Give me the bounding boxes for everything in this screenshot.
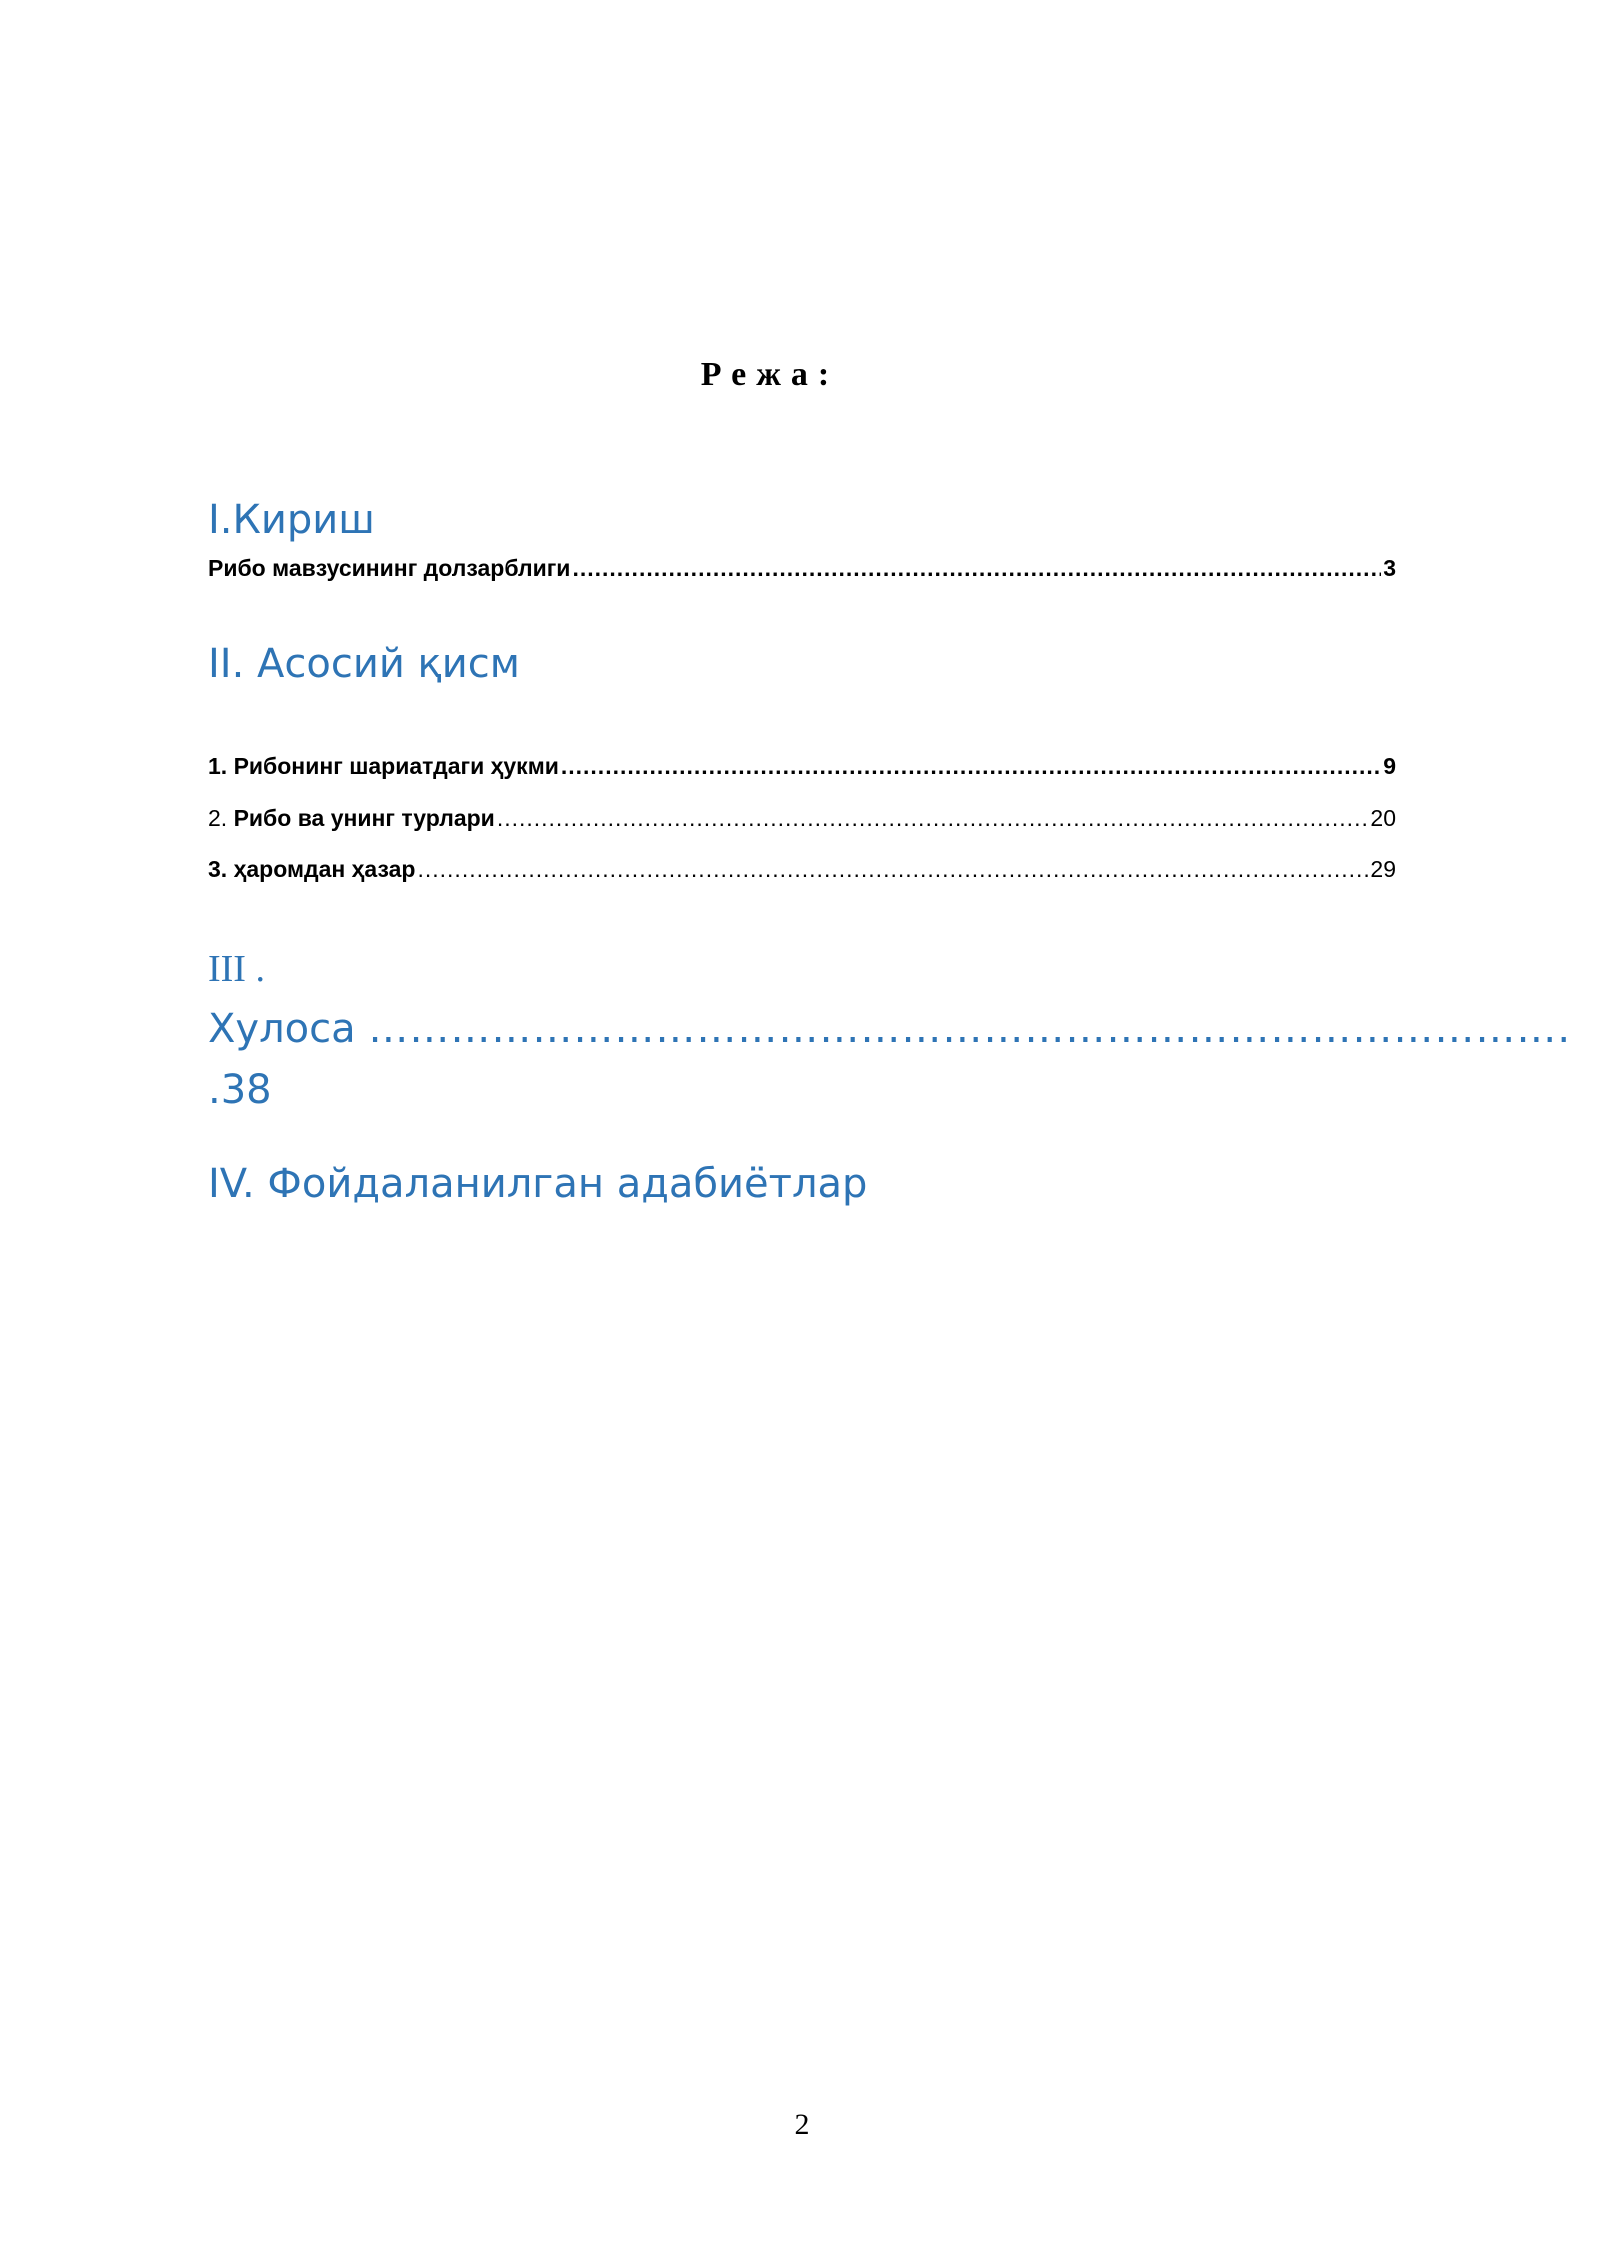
toc-entry-text: 3. ҳаромдан ҳазар [208, 856, 416, 882]
toc-entry-page: 3 [1383, 555, 1396, 581]
toc-entry-title: Рибо ва унинг турлари [233, 805, 495, 831]
toc-entry-text [208, 802, 495, 834]
conclusion-page: .38 [208, 1067, 272, 1113]
section-heading-references: IV. Фойдаланилган адабиётлар [208, 1161, 868, 1207]
section-heading-intro: I.Кириш [208, 497, 375, 543]
conclusion-dot-leader: ……………………………………………………………………………. [368, 1006, 1572, 1052]
conclusion-title: Хулоса [208, 1006, 356, 1052]
toc-dot-leader [497, 802, 1369, 834]
toc-entry[interactable] [208, 750, 1396, 782]
section-heading-main: II. Асосий қисм [208, 641, 520, 687]
toc-entry-page: 20 [1370, 805, 1396, 831]
toc-entry-page: 29 [1370, 856, 1396, 882]
section-numeral-conclusion: III . [208, 948, 265, 990]
toc-entry[interactable] [208, 802, 1396, 834]
document-title: Режа: [700, 356, 840, 393]
toc-entry-page: 9 [1383, 753, 1396, 779]
toc-dot-leader [572, 552, 1381, 584]
toc-dot-leader [417, 853, 1368, 885]
toc-entry-number: 2. [208, 805, 228, 831]
toc-entry-text: 1. Рибонинг шариатдаги ҳукми [208, 753, 559, 779]
section-heading-conclusion [208, 1005, 1572, 1053]
toc-dot-leader [561, 750, 1381, 782]
toc-entry[interactable] [208, 853, 1396, 885]
page-number: 2 [794, 2108, 810, 2141]
toc-entry[interactable] [208, 552, 1396, 584]
toc-entry-text: Рибо мавзусининг долзарблиги [208, 555, 571, 581]
